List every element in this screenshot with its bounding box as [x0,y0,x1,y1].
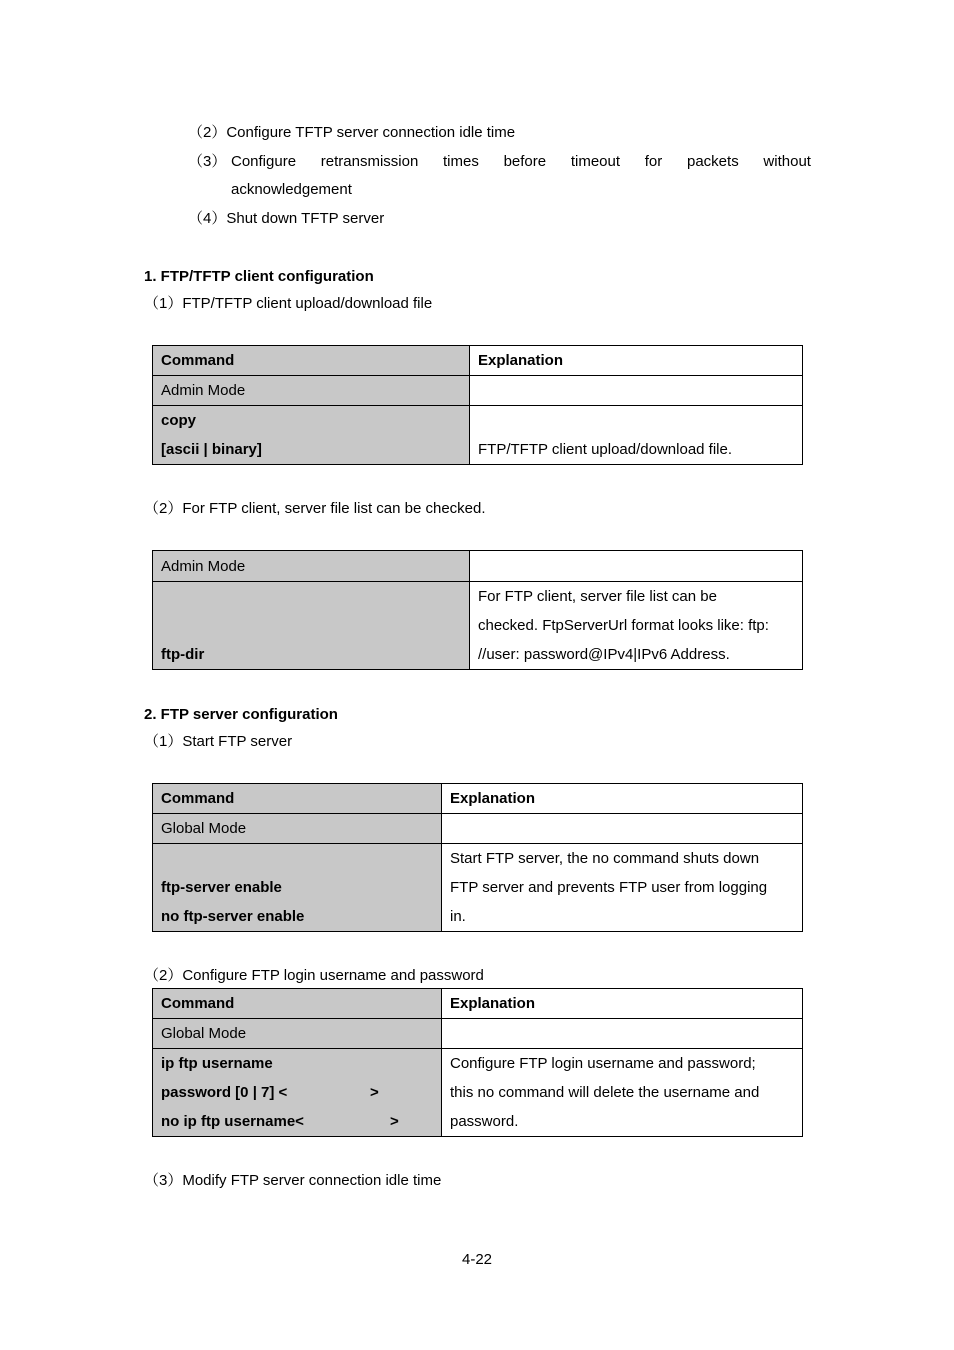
command-table [152,988,803,1137]
list-text-continued: acknowledgement [231,181,352,198]
cmd-line: no ftp-server enable [161,908,305,925]
command-table [152,345,803,465]
section-heading: 2. FTP server configuration [144,706,338,723]
table-cell [442,844,803,932]
command-table [152,550,803,670]
table-header: Command [153,784,442,814]
list-number: （2） [188,124,227,141]
exp-line: in. [450,908,466,925]
table-cell: ftp-dir [153,582,470,670]
word: times [443,153,479,170]
exp-line: Configure FTP login username and password; [450,1055,756,1072]
subsection-title: （1）Start FTP server [144,733,293,750]
cmd-text: no ip ftp username< [161,1113,304,1130]
table-cell: Global Mode [153,814,442,844]
exp-line: FTP server and prevents FTP user from logging [450,879,768,896]
cmd-line [161,1078,441,1107]
list-text: Shut down TFTP server [226,210,385,227]
table-cell [153,1049,442,1137]
table-header: Explanation [470,346,803,376]
exp-line: For FTP client, server file list can be [478,588,717,605]
table-cell: Admin Mode [153,551,470,582]
cmd-line: [ascii | binary] [161,441,262,458]
command-table [152,783,803,932]
justified-line [231,153,811,171]
word: packets [687,153,739,170]
exp-line: this no command will delete the username and [450,1084,760,1101]
cmd-line [161,1107,441,1136]
cmd-text: password [0 | 7] < [161,1084,288,1101]
subsection-title: （2）Configure FTP login username and password [144,967,484,984]
word: timeout [570,153,621,170]
subsection-title: （3）Modify FTP server connection idle time [144,1172,442,1189]
word: before [503,153,547,170]
section-heading: 1. FTP/TFTP client configuration [144,268,374,285]
table-header: Command [153,346,470,376]
table-cell: FTP/TFTP client upload/download file. [470,406,803,465]
table-cell: Global Mode [153,1019,442,1049]
table-cell [442,1049,803,1137]
word: for [644,153,663,170]
exp-line: //user: password@IPv4|IPv6 Address. [478,646,730,663]
list-item [188,210,384,228]
word: Configure [231,153,297,170]
list-text: Configure TFTP server connection idle time [226,124,516,141]
cmd-line: ip ftp username [161,1055,273,1072]
table-header: Command [153,989,442,1019]
table-cell [470,376,803,406]
table-cell [442,1019,803,1049]
table-cell [153,406,470,465]
list-item [188,124,515,142]
cmd-line: copy [161,412,197,429]
table-header: Explanation [442,989,803,1019]
table-cell [442,814,803,844]
table-cell: Admin Mode [153,376,470,406]
page-number: 4-22 [461,1251,493,1268]
table-header: Explanation [442,784,803,814]
table-cell [470,582,803,670]
exp-line: password. [450,1113,519,1130]
word: retransmission [320,153,419,170]
cmd-line: ftp-server enable [161,879,282,896]
cmd-bracket: > [370,1084,379,1101]
list-number: （4） [188,210,227,227]
subsection-title: （2）For FTP client, server file list can be checked. [144,500,486,517]
word: without [763,153,811,170]
table-cell [470,551,803,582]
exp-line: checked. FtpServerUrl format looks like: ftp: [478,617,769,634]
table-cell [153,844,442,932]
subsection-title: （1）FTP/TFTP client upload/download file [144,295,433,312]
list-number: （3） [188,153,227,170]
cmd-bracket: > [390,1113,399,1130]
exp-line: Start FTP server, the no command shuts down [450,850,760,867]
